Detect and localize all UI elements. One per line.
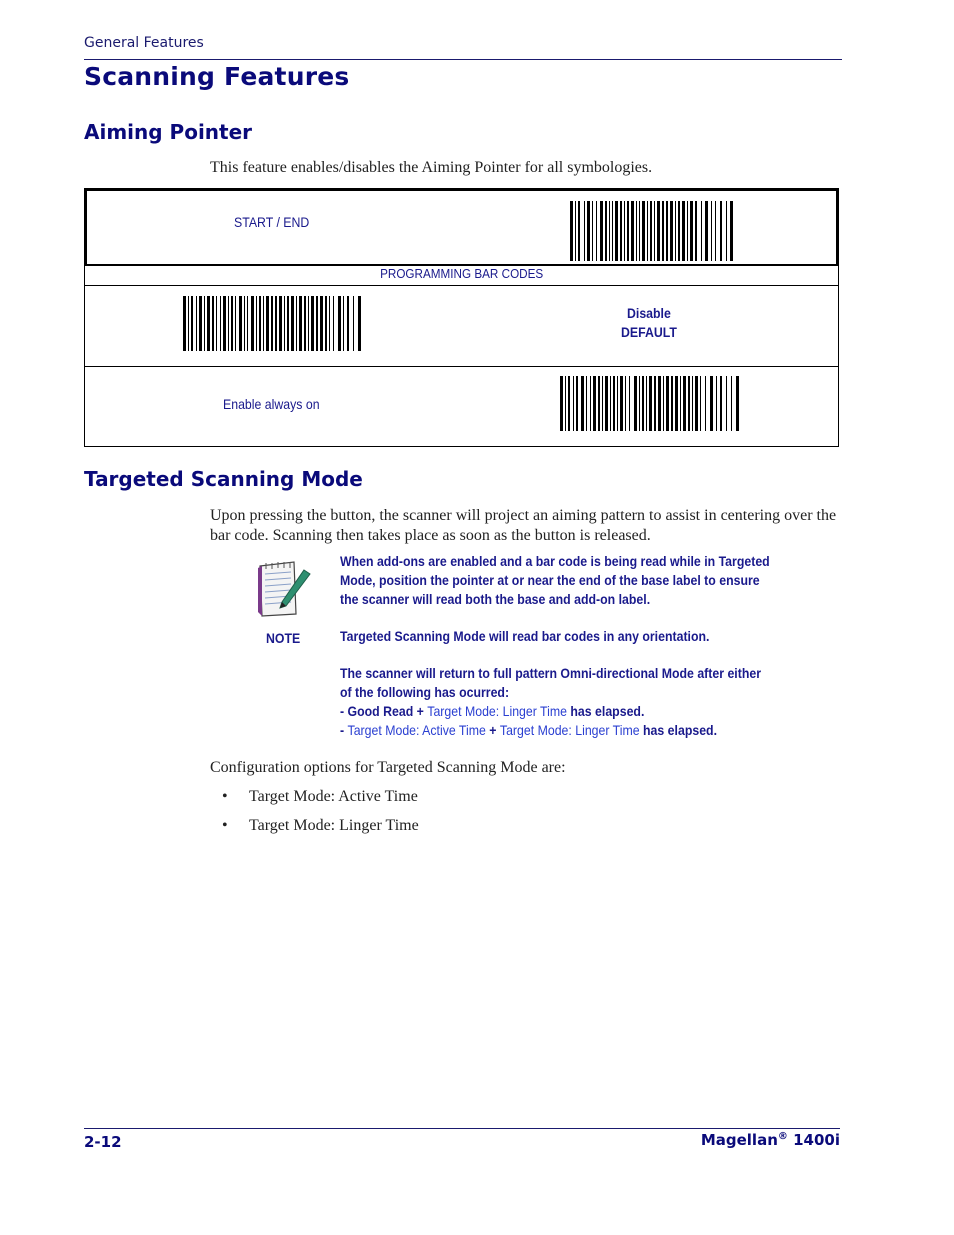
aiming-pointer-intro: This feature enables/disables the Aiming Pointer for all symbologies.	[210, 159, 653, 176]
list-item[interactable]: • Target Mode: Active Time	[222, 788, 418, 805]
footer-rule	[84, 1128, 840, 1129]
note-addons-text: When add-ons are enabled and a bar code is being read while in Targeted Mode, position the pointer at or near the end of the base label to ensure the scanner will read both the base and add-on label.	[340, 553, 770, 607]
barcode-table	[84, 188, 839, 447]
page-number: 2-12	[84, 1133, 122, 1151]
note-return-text: The scanner will return to full pattern Omni-directional Mode after either of the following has ocurred: - Good Read + Target Mode: Linger Time has elapsed. - Target Mode: Active Time + Target Mode: Linger Time has elapsed.	[340, 664, 789, 740]
row-divider	[85, 285, 838, 286]
good-read-line: - Good Read + Target Mode: Linger Time has elapsed.	[340, 703, 645, 719]
disable-label: Disable	[627, 305, 671, 321]
linger-time-link-2[interactable]: Target Mode: Linger Time	[499, 722, 640, 738]
enable-label: Enable always on	[223, 396, 320, 412]
note-label: NOTE	[266, 630, 301, 646]
start-end-label: START / END	[234, 214, 310, 230]
product-name: Magellan® 1400i	[700, 1131, 840, 1149]
note-orientation-text: Targeted Scanning Mode will read bar codes in any orientation.	[340, 628, 710, 644]
default-label: DEFAULT	[621, 324, 677, 340]
programming-label: PROGRAMMING BAR CODES	[379, 266, 544, 281]
note-pad-icon	[256, 560, 312, 618]
config-options-intro: Configuration options for Targeted Scanning Mode are:	[210, 759, 566, 776]
enable-barcode[interactable]	[560, 376, 742, 431]
targeted-scanning-heading: Targeted Scanning Mode	[84, 467, 363, 491]
start-end-row	[85, 189, 838, 266]
header-rule	[84, 59, 842, 60]
page-title: Scanning Features	[84, 62, 350, 91]
row-divider	[85, 366, 838, 367]
disable-barcode[interactable]	[183, 296, 363, 351]
active-time-link[interactable]: Target Mode: Active Time	[347, 722, 486, 738]
aiming-pointer-heading: Aiming Pointer	[84, 120, 253, 144]
list-item[interactable]: • Target Mode: Linger Time	[222, 817, 419, 834]
start-end-barcode[interactable]	[570, 201, 734, 261]
targeted-scanning-intro: Upon pressing the button, the scanner will project an aiming pattern to assist in centering over the bar code. Scanning then takes place as soon as the button is released.	[210, 507, 837, 544]
running-header: General Features	[84, 35, 204, 51]
active-time-line: - Target Mode: Active Time + Target Mode: Linger Time has elapsed.	[340, 722, 717, 738]
linger-time-link[interactable]: Target Mode: Linger Time	[427, 703, 567, 719]
